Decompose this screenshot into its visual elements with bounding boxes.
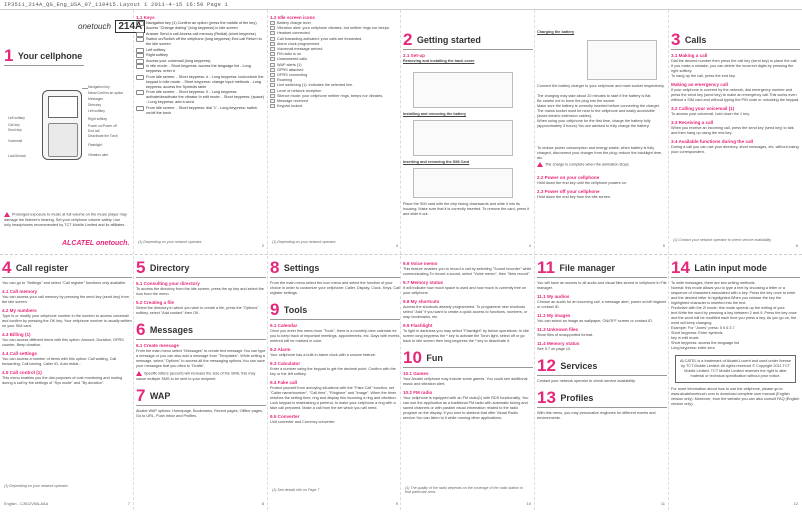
paragraph: Long keypress: enter zero [671,346,715,350]
status-icon [270,104,275,108]
power-off-text: Hold down the end key from the idle screen. [537,195,612,199]
paragraph: You can go to "Settings" and select "Call register" functions only available. [2,281,127,285]
charging-text: Connect the battery charger to your cellphone and main socket respectively. [537,84,665,88]
icon-description: Level of network reception [277,88,322,93]
trademark-box: ALCATEL is a trademark of Alcatel-Lucent and used under license by TCT Mobile Limited. All rights reserved © Copyright 2011 TCT Mobile Limited. TCT Mobile Limited reserves the right to alter material or technical specification without prior notice. [675,355,796,383]
bullet-item: The mains socket must be near to the cellphone and easily accessible (avoid electric extension cables). [537,109,655,118]
paragraph: Access the shortcuts already programmed. To programme new shortcuts select "Add" if you want to create a quick access to functions, numbers, or map bookmarks, etc. [403,305,528,319]
key-description: From idle screen: - Short keypress: # - Long keypress: lock/unlock the keypad In idle mode: - Short keypress: change input methods - Long keypress: access the Symbols table [146,74,264,89]
paragraph: Enter a number using the keypad to get the decimal point. Confirm with the key or the left softkey. [270,367,396,376]
section-title: File manager [559,263,615,273]
status-icon [270,78,275,82]
key-icon [136,53,144,58]
key-description: Access your voicemail (long keypress) [146,58,211,63]
icon-item [270,104,400,109]
callout-directory: Directory [88,103,102,107]
status-icon [270,42,275,46]
subsection: 2.1 Set-up [403,53,425,58]
paragraph: Short keypress: Enter symbols [671,331,723,335]
section-number: 3 [671,30,681,49]
callout-call-key: Call key [8,123,20,127]
callout-left-softkey: Left softkey [88,109,105,113]
icon-description: WAP alerts (1) [277,62,302,67]
subsection: Making an emergency call [671,82,728,87]
heading-battery: Installing and removing the battery [403,112,467,116]
icon-description: Battery charge level [277,21,311,25]
paragraph: With this menu, you may personalize ringtones for different events and environments. [537,411,656,420]
subsection-power-on: 2.2 Power on your cellphone [537,175,600,180]
heading-back-cover: Removing and installing the back cover [403,59,475,63]
icon-description: Roaming [277,78,293,83]
paragraph: To write messages, there are two writing methods: [671,281,756,285]
bullet-item: Make sure the battery is correctly inserted before connecting the charger. [537,104,660,108]
page-number: 8 [261,501,264,506]
sim-illustration [413,168,513,198]
callout-power: Power on/Power off [88,124,117,128]
subsection: 4.4 Call settings [2,351,37,356]
key-description: Switch on/Switch off the cellphone (long keypress) End call Return to the idle screen [146,37,262,46]
phone-screen [48,96,78,118]
key-description: Navigation key (1) Confirm an option (press the middle of the key) Access "Change dialing" (long keypress) in idle screen [146,21,257,30]
key-item [136,75,266,90]
footer-code: English - CJB12V5ALAAA [4,502,49,506]
status-icon [270,57,275,61]
section-header [537,388,667,408]
subsection: 9.7 Memory status [403,280,444,285]
callout-send-key: Send key [8,128,22,132]
page-6-calls [671,12,800,252]
section-header [403,348,533,368]
paragraph: Type in or modify your cellphone number in the number to access voicemail and confirm by pressing the OK key. Your cellphone number is usually written on your SIM card. [2,314,132,328]
key-item [136,48,266,53]
subsection: 4.3 Billing (1) [2,332,31,337]
bullet-item: The charging may take about 20 minutes to start if the battery is flat. [537,94,652,98]
subsection: 11.2 My images [537,313,571,318]
warning-icon [136,371,142,376]
paragraph: You will have an access to all audio and visual files stored in cellphone in File manager. [537,281,667,290]
key-description: From idle screen: - Short keypress: dial '1' - Long keypress: switch on/off the torch [146,105,258,115]
paragraph: You can select an image as wallpaper, ON/OFF screen or contact ID. [537,319,653,323]
section-title: WAP [149,390,171,401]
status-icon [270,21,275,25]
paragraph: It will indicate how much space is used and how much is currently free on your cellphone. [403,286,527,295]
key-item [136,37,266,47]
key-description: Right softkey [146,53,168,57]
paragraph: Dial the desired number then press the call key (send key) to place the call. If you make a mistake, you can delete the incorrect digits by pressing the right softkey. [671,59,798,73]
icon-description: FM radio is on [277,52,302,57]
status-icon [270,31,275,35]
status-icon [270,94,275,98]
callout-menu-confirm: Menu/Confirm an option [88,91,124,95]
icon-description: Vibration alert: your cellphone vibrates, but neither rings nor beeps. [277,26,390,31]
warning-text: Specific letters (accent) will increase the size of the SMS, this may cause multiple SMS to be sent to your recipient. [136,371,256,381]
key-item [136,32,266,37]
callout-vibration: Vibration alert [88,153,109,157]
paragraph: You can access your call memory by pressing the send key (send key) from the idle screen. [2,295,129,304]
subsection: 9.9 Flashlight [403,323,433,328]
paragraph: Protect yourself from annoying situations with the "Fake Call" function, set "Caller name/number", "Call time", "Ringtone" and "Image". When the timer reaches the setting time, ring and display this incoming a ring and vibration. Lock keypad is maintaining a pretend, to make your cellphone a ring with a fake call prepared. Make a call from the set which you will need. [270,386,397,410]
paragraph: You can access different items with this option: Amount, Duration, GPRS counter, Beep duration. [2,338,124,347]
section-title: Settings [283,263,320,273]
page-separator [267,10,268,510]
key-item [136,106,266,116]
subsection: 11.4 Memory status [537,341,580,346]
section-title: Tools [283,305,308,315]
section-title: Getting started [416,35,481,45]
subsection: 3.3 Receiving a call [671,120,714,125]
icons-list [270,21,400,109]
key-icon [136,48,144,53]
section-header [671,258,800,278]
status-icon [270,63,275,67]
page-separator [668,10,669,510]
subsection: 9.5 Converter [270,414,300,419]
subsection: 11.1 My audios [537,294,570,299]
paragraph: If your cellphone is covered by the network, dial emergency number and press the send key (send key) to make an emergency call.This works even without a SIM card and without typing the PIN code or unlocking the keypad. [671,88,800,102]
section-number: 4 [2,258,12,277]
callout-left-softkey-l: Left softkey [8,116,25,120]
key-description: Answer Send a call Access call memory (Redial) (short keypress) [146,31,256,36]
paragraph: Alcatel WAP options: Homepage, Bookmarks, Recent pages, Offline pages, Go to URL, Push Inbox and Profiles. [136,408,263,418]
bullet-item: Be careful not to force the plug into the socket. [537,99,616,103]
key-icon [136,21,144,26]
key-icon [136,64,144,69]
status-icon [270,73,275,77]
key-item [136,59,266,64]
key-icon [136,59,144,64]
paragraph: You can access a number of items with this option: Call waiting, Call forwarding, Call barring, Caller ID, Auto redial... [2,357,117,366]
bullet-item: When using your cellphone for the first time, charge the battery fully (approximately 3 hours).You are advised to fully charge the battery. [537,119,651,128]
sim-text: Place the SIM card with the chip facing downwards and slide it into its housing. Make sure that it is correctly inserted. To remove the card, press it and slide it out. [403,202,530,216]
section-header [136,320,266,340]
paragraph: For more information about how to use the cellphone, please go to www.alcatelonetouch.com to download complete user manual (English version only). Moreover, from the website you can also consult FAQ (English version only). [671,387,800,406]
warning-icon [4,212,10,217]
footnote: (1) Depending on your network operator [272,240,336,244]
fold-line [0,254,802,255]
subsection: 9.8 My shortcuts [403,299,440,304]
paragraph: Predictive with the Zi mode: this mode speeds up the writing of your text.Write the word by pressing a key between 2 and 9. Press the key once and the word will be modified each time you press a key. As you go on, the word will keep changing. [671,306,797,325]
subsection: 10.1 Games [403,371,429,376]
status-icon [270,52,275,56]
section-number: 1 [4,46,14,65]
page-number: 7 [127,501,130,506]
section-header [671,30,800,50]
footnote: (1) Depending on your network operator. [4,484,69,488]
page-3-idle-icons [270,12,400,252]
phone-keypad [48,123,78,157]
page-number: 10 [526,501,531,506]
subsection: 9.3 Calculator [270,361,301,366]
energy-text: To reduce power consumption and energy waste, when battery is fully charged, disconnect your charger from the plug; reduce the backlight time, etc. [537,146,662,160]
section-header [4,46,84,66]
status-icon [270,68,275,72]
paragraph: Your Alcatel cellphone may include some games. You could see additional music and vibration alert. [403,377,528,386]
paragraph: Contact your network operator to check service availability. [537,379,636,383]
power-on-text: Hold down the end key until the cellphone powers on. [537,181,627,185]
section-header [537,356,667,376]
section-title: Call register [15,263,68,273]
heading-sim: Inserting and removing the SIM Card [403,160,470,164]
page-number: 2 [261,243,264,248]
callout-right-softkey: Right softkey [88,117,108,121]
brand-name: onetouch [78,22,111,31]
section-idle-icons: 1.2 Idle screen icons [270,15,315,20]
note-icon [537,162,543,167]
key-description: Left softkey [146,47,166,52]
section-title: Messages [149,325,193,335]
section-keys: 1.1 Keys [136,15,155,20]
page-number: 12 [793,501,798,506]
page-2-keys [136,12,266,252]
status-icon [270,83,275,87]
page-number: 3 [395,243,398,248]
page-10-tools-fun [403,258,533,510]
section-number: 14 [671,258,690,277]
callout-deactivate-torch: Deactivate the Torch [88,134,118,138]
section-header [270,258,400,278]
status-icon [270,26,275,30]
paragraph: To access the directory from the idle screen, press the up key and select the icon from the menu. [136,287,264,296]
page-4-getting-started [403,12,533,252]
section-header [2,258,132,278]
page-5-charging [537,12,667,252]
back-cover-illustration [413,72,513,108]
key-item [136,90,266,105]
key-item [136,21,266,31]
paragraph: During a call you can use your directory, short messages, etc. without losing your correspondent. [671,145,799,154]
key-icon [136,90,144,95]
model-name: 214A [115,20,145,33]
section-number: 9 [270,300,280,319]
callout-flashlight: Flashlight [88,143,103,147]
warning-text: Prolonged exposure to music at full volume on the music player may damage the listener's hearing. Set your cellphone volume safely. Use only headphones recommended by TCT Mobile Limited and its affiliates. [4,212,127,227]
page-separator [133,10,134,510]
paragraph: From the main menu select "Messages" to create text message.You can type a message or you can also add a message from "Templates". While writing a message, select "Options" to access all the messaging options.You can save your messages that you often to "Drafts". [136,349,266,368]
status-icon [270,37,275,41]
page-number: 11 [660,501,665,506]
key-description: In idle mode: - Short keypress: access the language list - Long keypress: enter # [146,64,251,73]
paragraph: See 9.7 on page 10. [537,347,572,351]
status-icon [270,89,275,93]
section-number: 12 [537,356,556,375]
footnote: (1) Contact your network operator to check service availability. [673,238,772,242]
page-separator [400,10,401,510]
charge-note [537,162,665,168]
section-title: Directory [149,263,190,273]
icon-description: Keypad locked. [277,104,303,109]
section-number: 6 [136,320,146,339]
subsection: 4.5 Call control (1) [2,370,42,375]
subsection: 6.1 Create message [136,343,179,348]
paragraph: Once you enter this menu from "Tools", there is a monthly-view calendar for you to keep track of important meetings, appointments, etc. Days with events entered will be marked in color. [270,329,400,343]
icon-description: Headset connected [277,31,310,36]
paragraph: Normal: this mode allows you to type a text by choosing a letter or a sequence of characters associated with a key. Press the key once to enter and the desired letter is highlighted.When you release the key the highlighted character is inserted into the text. [671,286,796,305]
footnote: (1) Depending on your network operator [138,240,202,244]
section-header [403,30,533,50]
section-number: 5 [136,258,146,277]
subsection: 9.6 Voice memo [403,261,438,266]
section-number: 8 [270,258,280,277]
page-7-call-register [2,258,132,510]
subsection: 3.2 Calling your voicemail (1) [671,106,735,111]
paragraph: Choose an audio for an incoming call, a message alert, power on/off ringtone or contact ID. [537,300,667,309]
top-rule [0,9,802,10]
subsection-power-off: 2.3 Power off your cellphone [537,189,600,194]
paragraph: Your cellphone is equipped with an FM radio(1) with RDS functionality. You can use the application as a traditional FM radio with automatic tuning and saved channels or with parallel visual information related to the radio program on the display. If you tune to stations that offer Visual Radio service.You can listen to it while running other applications. [403,396,529,420]
callout-navigation-key: Navigation key [88,85,110,89]
callout-messages: Messages [88,97,104,101]
note-text: The charge is complete when the animation stops. [545,162,630,167]
print-slug: IP3511_214A_QG_Eng_USA_07_110415.Layout 1 2011-4-15 16:50 Page 1 [4,1,229,8]
paragraph: To access your voicemail, hold down the 1 key. [671,112,750,116]
section-number: 10 [403,348,422,367]
paragraph: Store files of unsupported format. [537,333,594,337]
paragraph: From the main menu,select the icon menu and select the function of your choice in order to customize your cellphone: Caller, Display, Clock, Keys, Call register settings. [270,281,400,295]
paragraph: Short keypress: access the language list [671,341,739,345]
subsection: 5.1 Consulting your directory [136,281,200,286]
icon-description: Silence mode: your cellphone neither rings, beeps nor vibrates. [277,93,384,98]
page-number: 9 [395,501,398,506]
footnote: (1) The quality of the radio depends on the coverage of the radio station in that particular area. [405,486,523,494]
key-description: From idle screen: - Short keypress: 0 - Long keypress: activate/deactivate the vibrator In edit mode: - Short keypress: (space) - Long keypress: add a word [146,90,264,104]
callout-end-call: End call [88,129,100,133]
paragraph: This feature enables you to record a call by selecting "Sound recorder" while communicating.To record a sound, select "Voice memo", then "New record". [403,267,532,276]
section-title: Calls [684,35,707,45]
section-header [270,300,400,320]
section-title: Profiles [560,393,594,403]
callout-lock-unlock: Lock/Unlock [8,154,26,158]
status-icon [270,47,275,51]
section-header [136,386,266,406]
subsection: 9.4 Fake call [270,380,298,385]
paragraph: Example: For "Jones" press: 5 6 6 3 7 [671,326,735,330]
battery-illustration [413,120,513,156]
subsection: 9.1 Calendar [270,323,298,328]
subsection: 4.2 My numbers [2,308,37,313]
page-12-latin-input [671,258,800,510]
section-number: 2 [403,30,413,49]
subsection: 11.3 Unknown files [537,327,579,332]
section-title: Your cellphone [17,51,83,61]
icon-description: Unanswered calls [277,57,307,62]
page-separator [534,10,535,510]
icon-description: Message received [277,99,308,104]
paragraph: When you receive an incoming call, press the send key (send key) to talk and then hang up using the end key. [671,126,794,135]
subsection: 5.2 Creating a file [136,300,175,305]
page-1-your-cellphone [2,12,143,252]
footnote: (1) See details info on Page 7 [272,488,320,492]
keys-list [136,21,266,116]
section-number: 13 [537,388,556,407]
icon-description: Line switching (1): indicates the selected line. [277,83,354,88]
hearing-warning [4,212,128,228]
key-item [136,53,266,58]
key-icon [136,75,144,80]
section-header [136,258,266,278]
paragraph: To light in darkness you may select "Flashlight" by below operations: In idle screen long keypress the * key to activate the Torch light, select off or go back to idle screen then long keypress the * key to deactivate it. [403,329,529,343]
subsection: 4.1 Call memory [2,289,38,294]
charger-illustration [587,40,657,80]
section-header [537,258,667,278]
page-number: 5 [662,243,665,248]
power-sections [537,172,665,200]
paragraph: Unit converter and Currency converter. [270,420,336,424]
key-icon [136,37,144,42]
key-item [136,64,266,74]
icon-description: Voicemail message arrived [277,47,323,52]
paragraph: key in edit mode [671,336,699,340]
key-icon [136,106,144,111]
subsection: 9.2 Alarm [270,347,291,352]
paragraph: This menu enables you the dial purposes of cost monitoring and muting during a call by the settings of "Sys mode" and "By duration". [2,376,123,385]
status-icon [270,99,275,103]
page-8-directory-messages [136,258,266,510]
page-number: 6 [795,243,798,248]
section-title: Fun [426,353,443,363]
alcatel-logo: ALCATEL onetouch. [62,240,130,247]
section-title: Latin input mode [694,263,767,273]
page-number: 4 [528,243,531,248]
section-number: 11 [537,258,555,277]
section-title: Services [560,361,598,371]
section-number: 7 [136,385,146,405]
page-11-file-manager [537,258,667,510]
sms-warning [136,371,266,382]
subsection: 3.4 Available functions during the call [671,139,754,144]
icon-description: Call forwarding activated: your calls are forwarded. [277,36,363,41]
paragraph: Select the directory in which you wish to create a file, press the "Options" softkey, select "Add contact" then OK. [136,306,259,315]
icon-description: GPRS attached [277,67,304,72]
subsection: 10.2 FM radio [403,390,433,395]
icon-description: Alarm clock programmed [277,41,320,46]
callout-voicemail: Voicemail [8,139,23,143]
subsection: 3.1 Making a call [671,53,708,58]
paragraph: Your cellphone has a built-in alarm clock with a snooze feature. [270,353,377,357]
charging-bullets [537,94,665,129]
page-9-settings-tools [270,258,400,510]
key-icon [136,32,144,37]
phone-illustration [42,90,82,160]
icon-description: GPRS connecting [277,73,308,78]
paragraph: To hang up the call, press the end key. [671,74,736,78]
heading-charging: Charging the battery [537,30,575,34]
